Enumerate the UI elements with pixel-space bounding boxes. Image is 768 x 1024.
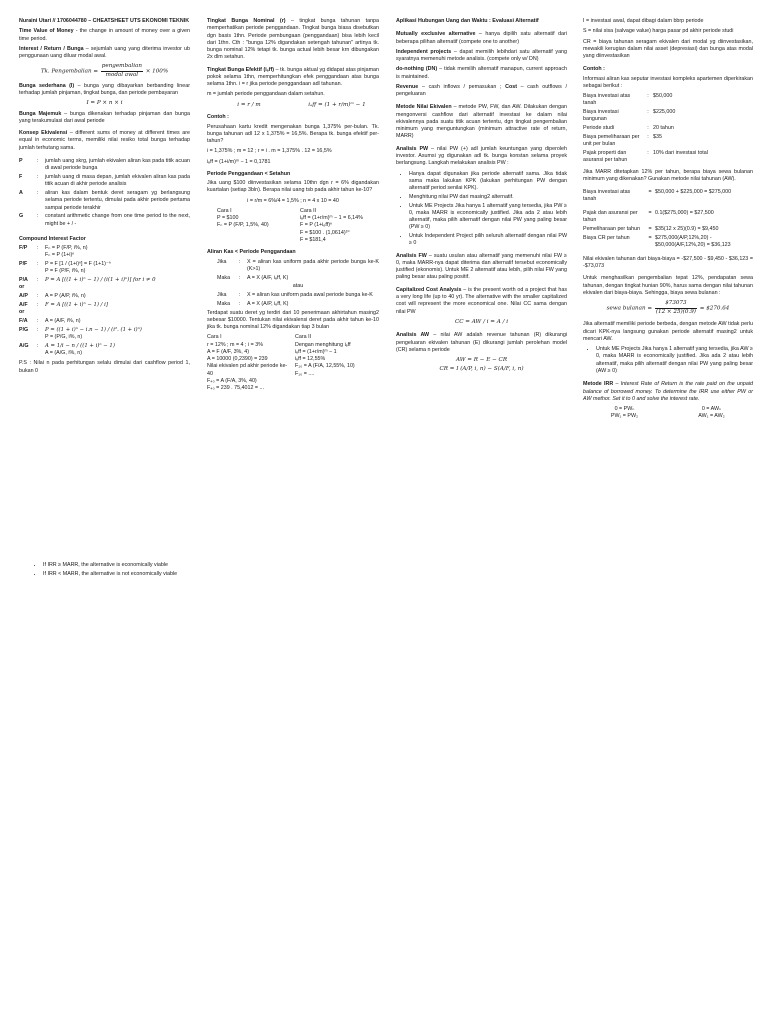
table-row: Pajak properti dan asuransi per tahun : 10% dari investasi total — [583, 149, 708, 164]
cashflow-heading: Aliran Kas < Periode Penggandaan — [207, 249, 296, 256]
equivalence-definition: Konsep Ekivalensi – different sums of money at different times are equal in economic terms, memiliki nilai resiko total bunga terhadap jumlah terhutang sama. — [19, 130, 190, 151]
aw-definition: Analisis AW – nilai AW adalah revenue tahunan (R) dikurangi pengeluaran ekivalen tahunan (E) dikurangi jumlah perolehan model (CR) selama n periode — [396, 332, 567, 353]
def-line: CR = biaya tahunan seragam ekivalen dari modal yg diinvestasikan, mewakili kerugian dalam nilai asset (depresiasi) dan bunga atas modal yang diinvestasikan — [583, 38, 753, 60]
series-example-text: Terdapat suatu deret yg terdiri dari 10 penerimaan akhirtahun masing2 sebesar $10000. Tentukan nilai ekivalensi deret pada akhir tahun ke-10 jika tk. bunga nominal 12% digandakan tiap 3 bulan — [207, 309, 379, 331]
table-row: Biaya pemeliharaan per unit per bulan : $35 — [583, 133, 662, 148]
method-two: Cara II iₑff = (1+r/m)ᵐ − 1 = 6,14% F = P (1+iₑff)ⁿ F = $100 . (1,0614)¹⁰ F = $181,4 — [300, 207, 363, 243]
interest-definition: Interest / Return / Bunga – sejumlah uang yang diterima investor ub penggunaan uang diluar modal awal. — [19, 45, 190, 60]
example-heading: Contoh : — [207, 114, 229, 121]
column-1 — [19, 18, 190, 378]
cif-row: A/P : A = P (A/P, i%, n) — [19, 293, 86, 300]
def-line: S = nilai sisa (salvage value) harga pasar pd akhir periode studi — [583, 28, 734, 35]
independent-definition: Independent projects – dapat memilih lebihdari satu alternatif yang syaratnya memenuhi metode analisis. (compete only w/ DN) — [396, 48, 567, 63]
table-row: Pajak dan asuransi per tahun = 0.1($275,000) = $27,500 — [583, 210, 714, 224]
different-period-text: Jika alternatif memiliki periode berbeda, dengan metode AW tidak perlu dicari KPK-nya langsung gunakan periode alternatif masing2 untuk mencari AW. — [583, 321, 753, 342]
nominal-rate-definition: Tingkat Bunga Nominal (r) – tingkat bunga tahunan tanpa memperhatikan periode penggandaan. Tingkat bunga biasa disebutkan dgn basis 1thn. Periode pembungaan (penggandaan) bisa lebih kecil dari 1thn. Cth : "bunga 12% digandakan setengah tahunan" artinya tk. bunga nominal 12% tetapi tk. bunga actual lebih besar krn dibungakan 2x dlm setahun. — [207, 18, 379, 61]
cif-row: P/F : P = F [1 / (1+i)ⁿ] = F (1+1)⁻ⁿ P = F (P/F, i%, n) — [19, 261, 111, 275]
input-table — [583, 93, 753, 166]
interest-formula: Tk. Pengembalian = $\frac{\text{pengembalian}}{\text{modal awal}}$ × 100% — [40, 63, 169, 78]
compounding-text: Jika uang $100 diinvestasikan selama 10thn dgn r = 6% digandakan kuartalan (setiap 3bln). Berapa nilai uang tsb pada akhir tahun ke-10? — [207, 180, 379, 194]
cif-row: A/G : A = 1/i − n / ((1 + i)ⁿ − 1) A = (A/G, i%, n) — [19, 342, 115, 357]
rent-explanation: Untuk menghasilkan pengembalian tepat 12%, pendapatan sewa tahunan, dengan tingkat hunian 90%, harus sama dengan nilai tahunan ekivalen dari biaya-biaya. Sehingga, biaya sewa bulanan : — [583, 275, 753, 296]
simple-interest-definition: Bunga sederhana (I) – bunga yang dibayarkan berbanding linear terhadap jumlah pinjaman, tingkat bunga, dan periode pembayaran — [19, 82, 190, 96]
compounding-heading: Periode Penggandaan < Setahun — [207, 170, 291, 177]
cif-row: P/G : P = ((1 + i)ⁿ − i.n − 1) / (i². (1 + i)ⁿ) P = (P/G, i%, n) — [19, 326, 142, 341]
effective-rate-definition: Tingkat Bunga Efektif (iₑff) – tk. bunga aktual yg didapat atas pinjaman pokok selama 1thn, memperhitungkan efek penggandaan atas bunga selama 1thn. i = r jika periode penggandaan adl tahunan. — [207, 66, 379, 88]
document-title: Nuraini Utari // 1706044780 – CHEATSHEET UTS EKONOMI TEKNIK — [19, 18, 190, 24]
list-item: • If IRR < MARR, the alternative is not economically viable — [43, 571, 190, 578]
cif-row: P/A or : P = A [((1 + i)ⁿ − 1) / (i(1 + i)ⁿ)] for i ≠ 0 — [19, 277, 156, 291]
definition-row: P : jumlah uang skrg, jumlah ekivalen aliran kas pada titik acuan di awal periode bunga — [19, 157, 190, 172]
compounding-calc: i = r/m = 6%/4 = 1,5% ; n = 4 x 10 = 40 — [247, 197, 339, 204]
table-row: Biaya investasi atas tanah = $50,000 + $225,000 = $275,000 — [583, 188, 732, 202]
example-text: Perusahaan kartu kredit mengenakan bunga 1,375% per-bulan. Tk. bunga tahunan adl 12 x 1,375% = 16,5%. Berapa tk. bunga efektif per-tahun? — [207, 123, 379, 145]
def-line: I = investasi awal, dapat dibagi dalam bbrp periode — [583, 18, 704, 24]
list-item: • Menghitung nilai PW dari masing2 alternatif. — [409, 194, 567, 201]
list-item: • Untuk ME Projects Jika hanya 1 alternatif yang tersedia, jika PW ≥ 0, maka MARR is economically justified. Jika ada 2 atau lebih alternatif, maka pilih alternatif dengan nilai PW yang paling besar (PW ≥ 0) — [409, 203, 567, 232]
definition-row: G : constant arithmetic change from one time period to the next, might be + / - — [19, 213, 190, 227]
equivalent-method-definition: Metode Nilai Ekivalen – metode PW, FW, dan AW. Dilakukan dengan mengonversi cashflow dari alternatif investasi ke dalam nilai ekivalennya pada suatu titik acuan tertentu, dgn tingkat pengembalian minimum yang menguntungkan (minimum attractive rate of return, MARR) — [396, 104, 567, 140]
compounding-methods — [207, 208, 379, 244]
revenue-cost-definition: Revenue – cash inflows / pemasukan ; Cost – cash outflows / pengeluaran — [396, 83, 567, 98]
effective-rate-m: m = jumlah periode penggandaan dalam setahun. — [207, 91, 325, 98]
simple-interest-formula: I = P × n × i — [86, 100, 123, 107]
pw-steps — [396, 171, 567, 248]
aw-formula: AW = R − E − CR — [455, 357, 508, 364]
irr-definition: Metode IRR – Interest Rate of Return is the rate paid on the unpaid balance of borrowed money. To determine the IRR use either PW or AW methor. Set it to 0 and solve the interest rate. — [583, 381, 754, 402]
irr-equations: 0 = PWₙ PW₁ = PW₂ 0 = AWₙ AW₁ = AW₂ — [610, 406, 725, 420]
column-3 — [396, 18, 567, 374]
example-calc-1: i = 1,375% ; m = 12 ; r = i . m = 1,375% . 12 = 16,5% — [207, 148, 332, 155]
series-methods — [207, 334, 379, 392]
cif-list — [19, 245, 190, 357]
symbol-definitions — [19, 158, 190, 228]
compound-interest-definition: Bunga Majemuk – bunga dikenakan terhadap pinjaman dan bunga yang terakumulasi dari awal periode — [19, 110, 190, 124]
definition-row: A : aliran kas dalam bentuk deret seragam yg berlangsung selama periode tertentu, dimulai pada akhir periode pertama sampai periode terakhir — [19, 190, 190, 211]
cc-formula: CC = AW / i = A / i — [454, 318, 509, 325]
series-method-one: Cara I r = 12% ; m = 4 ; i = 3% A = F (A/F, 3%, 4) A = 10000 (0,2390) = 239 Nilai ekivalen pd akhir periode ke-40 F₄₀ = A (F/A, 3%, 40) F₄₀ = 239 . 75,4012 = ... — [207, 334, 288, 392]
list-item: • Untuk Independent Project pilih seluruh alternatif dengan nilai PW ≥ 0 — [409, 233, 567, 248]
fw-definition: Analisis FW – suatu usulan atau alternatif yang memenuhi nilai FW ≥ 0, maka MARR-nya dapat diterima dan alternatif tersebut economically justified (ekonomis). Untuk ME 2 alternatif atau lebih, pilih nilai FW yang paling besar atau paling positif. — [396, 252, 567, 281]
method-one: Cara I P = $100 Fₙ = P (F/P, 1,5%, 40) — [217, 207, 269, 229]
table-row: Biaya investasi atas tanah : $50,000 — [583, 93, 673, 107]
do-nothing-definition: do-nothing (DN) – tidak memilih alternatif manapun, current approach is maintained. — [396, 66, 567, 80]
cif-heading: Compound Interest Factor — [19, 235, 86, 242]
annual-equivalent-text: Nilai ekivalen tahunan dari biaya-biaya = -$27,500 - $9,450 - $36,123 = -$73,073 — [583, 255, 753, 270]
tvm-definition: Time Value of Money - the change in amount of money over a given time period. — [19, 28, 190, 42]
rent-formula: sewa bulanan = $\frac{\$73073}{(12 \times 25)(0.9)}$ = $270.64 — [606, 300, 730, 315]
ps-note: P.S : Nilai n pada perhitungan selalu dimulai dari cashflow period 1, bukan 0 — [19, 360, 190, 374]
marr-question: Jika MARR ditetapkan 12% per tahun, berapa biaya sewa bulanan minimum yang dikenakan? Gunakan metode nilai tahunan (AW). — [583, 169, 753, 183]
list-item: • Untuk ME Projects Jika hanya 1 alternatif yang tersedia, jika AW ≥ 0, maka MARR is economically justified. Jika ada 2 atau lebih alternatif, maka pilih alternatif dengan nilai PW yang paling besar (AW ≥ 0) — [596, 346, 753, 375]
irr-decision-list — [30, 562, 190, 581]
cashflow-rules: Jika : X = aliran kas uniform pada akhir periode bunga ke-K (K>1) Maka : A = X (A/F, iₑff, K) atau Jika : X = aliran kas uniform pada awal periode bunga ke-K Maka : A = X (A/P, iₑff, K) — [217, 258, 379, 307]
column-2 — [207, 18, 379, 393]
effective-rate-formulas: i = r / m iₑff = (1 + r/m)ᵐ − 1 — [237, 101, 366, 108]
table-row: Biaya CR per tahun = $275,000(A/P,12%,20) - $50,000(A/F,12%,20) = $36,123 — [583, 234, 731, 249]
cif-row: F/P : Fₙ = P (F/P, i%, n) Fₙ = P (1+i)ⁿ — [19, 245, 88, 259]
mutex-definition: Mutually exclusive alternative – hanya dipilih satu alternatif dari beberapa pilihan alternatif (compete one to another) — [396, 31, 567, 45]
cif-row: F/A : A = (A/F, i%, n) — [19, 318, 81, 325]
example-text: Informasi aliran kas seputar investasi kompleks apartemen diperkirakan sebagai berikut : — [583, 75, 753, 89]
column-4 — [583, 18, 753, 421]
list-item: • If IRR ≥ MARR, the alternative is economically viable — [43, 562, 190, 569]
cr-formula: CR = I (A/P, i, n) − S(A/F, i, n) — [439, 365, 524, 372]
example-heading: Contoh : — [583, 66, 605, 73]
table-row: Biaya investasi bangunan : $225,000 — [583, 109, 676, 123]
example-calc-2: iₑff = (1+i/m)ᵐ − 1 = 0,1781 — [207, 158, 271, 165]
cc-definition: Capitalized Cost Analysis – is the present worth od a project that has a very long life (up to 40 yr). The alternative with the smaller capitalized cost will represent the more economical one. Nilai CC sama dengan nilai PW — [396, 286, 567, 315]
list-item: • Hanya dapat digunakan jika periode alternatif sama. Jika tidak sama maka lakukan KPK (lakukan perhitungan PW dengan alternatif period senilai KPK). — [409, 171, 567, 193]
calc-table — [583, 189, 753, 251]
definition-row: F : jumlah uang di masa depan, jumlah ekivalen aliran kas pada titik acuan di akhir periode analisis — [19, 174, 190, 188]
evaluation-title: Aplikasi Hubungan Uang dan Waktu : Evaluasi Alternatif — [396, 18, 539, 24]
table-row: Pemeliharaan per tahun = $35(12 x 25)(0.9) = $9,450 — [583, 226, 719, 233]
series-method-two: Cara II Dengan menghitung iₑff iₑff = (1+r/m)ᵐ − 1 iₑff = 12,55% F₁₀ = A (F/A, 12,55%, 10) F₁₀ = .... — [295, 334, 355, 377]
cif-row: A/F or : F = A [((1 + i)ⁿ − 1) / i] — [19, 301, 108, 316]
pw-definition: Analisis PW – nilai PW (+) adl jumlah keuntungan yang diperoleh investor. Asumsi yg digunakan adl tk. bunga konstan selama proyek berlangsung. Langkah melakukan analisis PW : — [396, 145, 567, 167]
aw-rule-list — [583, 346, 753, 375]
table-row: Periode studi : 20 tahun — [583, 125, 674, 132]
